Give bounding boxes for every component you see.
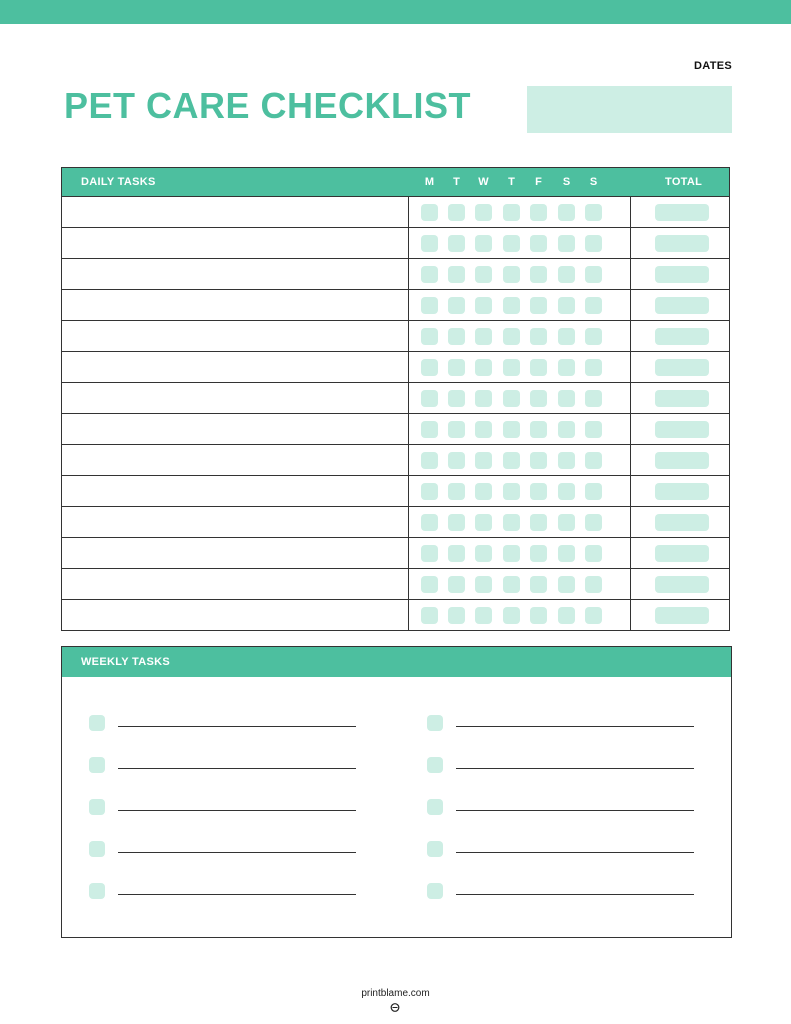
total-field[interactable] xyxy=(655,297,709,314)
checkbox-sat[interactable] xyxy=(558,514,575,531)
total-field[interactable] xyxy=(655,390,709,407)
total-field[interactable] xyxy=(655,235,709,252)
page-title: PET CARE CHECKLIST xyxy=(64,85,472,126)
checkbox-fri[interactable] xyxy=(530,328,547,345)
weekly-task-checkbox[interactable] xyxy=(89,757,105,773)
column-divider xyxy=(630,321,631,351)
column-divider xyxy=(630,290,631,320)
daily-task-name-field[interactable] xyxy=(62,445,408,475)
checkbox-sun[interactable] xyxy=(585,266,602,283)
column-divider xyxy=(630,414,631,444)
checkbox-sun[interactable] xyxy=(585,576,602,593)
total-field[interactable] xyxy=(655,514,709,531)
daily-task-row xyxy=(62,444,729,475)
daily-task-row xyxy=(62,320,729,351)
checkbox-sun[interactable] xyxy=(585,545,602,562)
column-divider xyxy=(630,352,631,382)
weekly-task-checkbox[interactable] xyxy=(89,883,105,899)
weekly-task-checkbox[interactable] xyxy=(427,715,443,731)
checkbox-tue[interactable] xyxy=(448,235,465,252)
weekly-task-item xyxy=(427,841,697,859)
checkbox-tue[interactable] xyxy=(448,390,465,407)
daily-task-row xyxy=(62,475,729,506)
column-divider xyxy=(408,569,409,599)
weekly-task-item xyxy=(427,883,697,901)
checkbox-sat[interactable] xyxy=(558,328,575,345)
column-divider xyxy=(630,228,631,258)
checkbox-mon[interactable] xyxy=(421,328,438,345)
weekly-task-checkbox[interactable] xyxy=(427,841,443,857)
checkbox-wed[interactable] xyxy=(475,576,492,593)
checkbox-sat[interactable] xyxy=(558,204,575,221)
daily-task-row xyxy=(62,599,729,630)
weekly-task-line[interactable] xyxy=(118,852,356,853)
checkbox-mon[interactable] xyxy=(421,204,438,221)
checkbox-fri[interactable] xyxy=(530,545,547,562)
weekly-task-line[interactable] xyxy=(456,810,694,811)
daily-task-row xyxy=(62,413,729,444)
checkbox-fri[interactable] xyxy=(530,297,547,314)
checkbox-wed[interactable] xyxy=(475,483,492,500)
weekly-task-line[interactable] xyxy=(456,768,694,769)
weekly-task-checkbox[interactable] xyxy=(427,799,443,815)
daily-task-name-field[interactable] xyxy=(62,507,408,537)
daily-task-name-field[interactable] xyxy=(62,352,408,382)
daily-task-name-field[interactable] xyxy=(62,600,408,630)
checkbox-fri[interactable] xyxy=(530,421,547,438)
column-divider xyxy=(408,321,409,351)
total-field[interactable] xyxy=(655,607,709,624)
checkbox-wed[interactable] xyxy=(475,545,492,562)
checkbox-sun[interactable] xyxy=(585,235,602,252)
checkbox-sun[interactable] xyxy=(585,607,602,624)
column-divider xyxy=(630,259,631,289)
column-divider xyxy=(408,259,409,289)
checkbox-thu[interactable] xyxy=(503,483,520,500)
weekly-tasks-heading: WEEKLY TASKS xyxy=(81,656,170,668)
column-divider xyxy=(408,290,409,320)
daily-task-name-field[interactable] xyxy=(62,383,408,413)
checkbox-thu[interactable] xyxy=(503,607,520,624)
total-field[interactable] xyxy=(655,452,709,469)
checkbox-mon[interactable] xyxy=(421,452,438,469)
daily-task-row xyxy=(62,196,729,227)
checkbox-wed[interactable] xyxy=(475,204,492,221)
checkbox-mon[interactable] xyxy=(421,483,438,500)
checkbox-mon[interactable] xyxy=(421,235,438,252)
checkbox-sat[interactable] xyxy=(558,235,575,252)
column-divider xyxy=(408,538,409,568)
checkbox-thu[interactable] xyxy=(503,297,520,314)
checkbox-fri[interactable] xyxy=(530,266,547,283)
checkbox-tue[interactable] xyxy=(448,328,465,345)
checkbox-sat[interactable] xyxy=(558,576,575,593)
footer-site: printblame.com xyxy=(361,988,430,999)
checkbox-sat[interactable] xyxy=(558,266,575,283)
weekly-tasks-header xyxy=(62,647,731,677)
column-divider xyxy=(408,600,409,630)
checkbox-sat[interactable] xyxy=(558,607,575,624)
checkbox-tue[interactable] xyxy=(448,359,465,376)
weekly-task-checkbox[interactable] xyxy=(427,757,443,773)
cat-face-icon xyxy=(390,1002,400,1012)
daily-task-name-field[interactable] xyxy=(62,569,408,599)
column-divider xyxy=(408,228,409,258)
total-field[interactable] xyxy=(655,359,709,376)
checkbox-mon[interactable] xyxy=(421,297,438,314)
column-divider xyxy=(408,197,409,227)
checkbox-fri[interactable] xyxy=(530,235,547,252)
checkbox-fri[interactable] xyxy=(530,390,547,407)
day-header-mon: M xyxy=(424,176,435,188)
checkbox-thu[interactable] xyxy=(503,576,520,593)
daily-task-row xyxy=(62,382,729,413)
daily-task-name-field[interactable] xyxy=(62,538,408,568)
checkbox-tue[interactable] xyxy=(448,421,465,438)
daily-task-name-field[interactable] xyxy=(62,197,408,227)
column-divider xyxy=(630,445,631,475)
checkbox-wed[interactable] xyxy=(475,514,492,531)
weekly-task-item xyxy=(427,715,697,733)
column-divider xyxy=(408,383,409,413)
checkbox-fri[interactable] xyxy=(530,452,547,469)
total-field[interactable] xyxy=(655,483,709,500)
weekly-task-line[interactable] xyxy=(118,894,356,895)
column-divider xyxy=(408,414,409,444)
daily-task-row xyxy=(62,537,729,568)
checkbox-wed[interactable] xyxy=(475,607,492,624)
daily-task-name-field[interactable] xyxy=(62,228,408,258)
column-divider xyxy=(630,569,631,599)
checkbox-sun[interactable] xyxy=(585,297,602,314)
daily-task-row xyxy=(62,227,729,258)
checkbox-thu[interactable] xyxy=(503,452,520,469)
checkbox-tue[interactable] xyxy=(448,266,465,283)
column-divider xyxy=(408,445,409,475)
checkbox-sun[interactable] xyxy=(585,483,602,500)
daily-tasks-header xyxy=(62,168,729,196)
checkbox-thu[interactable] xyxy=(503,204,520,221)
daily-task-row xyxy=(62,568,729,599)
checkbox-wed[interactable] xyxy=(475,297,492,314)
weekly-task-checkbox[interactable] xyxy=(89,799,105,815)
checkbox-thu[interactable] xyxy=(503,266,520,283)
day-header-sun: S xyxy=(589,176,598,188)
total-header: TOTAL xyxy=(665,176,703,188)
checkbox-fri[interactable] xyxy=(530,576,547,593)
checkbox-wed[interactable] xyxy=(475,359,492,376)
daily-task-row xyxy=(62,289,729,320)
day-header-fri: F xyxy=(535,176,542,188)
daily-rows xyxy=(62,196,729,630)
top-accent-bar xyxy=(0,0,791,24)
checkbox-wed[interactable] xyxy=(475,266,492,283)
weekly-task-line[interactable] xyxy=(456,852,694,853)
total-field[interactable] xyxy=(655,421,709,438)
checkbox-mon[interactable] xyxy=(421,266,438,283)
total-field[interactable] xyxy=(655,328,709,345)
checkbox-thu[interactable] xyxy=(503,421,520,438)
daily-task-name-field[interactable] xyxy=(62,290,408,320)
column-divider xyxy=(630,476,631,506)
column-divider xyxy=(630,507,631,537)
checkbox-thu[interactable] xyxy=(503,545,520,562)
day-header-sat: S xyxy=(562,176,571,188)
checkbox-wed[interactable] xyxy=(475,328,492,345)
daily-tasks-table xyxy=(61,167,730,631)
checkbox-sat[interactable] xyxy=(558,390,575,407)
checkbox-fri[interactable] xyxy=(530,359,547,376)
column-divider xyxy=(630,600,631,630)
weekly-task-item xyxy=(89,841,359,859)
column-divider xyxy=(408,476,409,506)
checkbox-sat[interactable] xyxy=(558,452,575,469)
checkbox-sun[interactable] xyxy=(585,204,602,221)
column-divider xyxy=(630,383,631,413)
weekly-task-checkbox[interactable] xyxy=(89,841,105,857)
column-divider xyxy=(408,352,409,382)
checkbox-tue[interactable] xyxy=(448,452,465,469)
weekly-task-checkbox[interactable] xyxy=(427,883,443,899)
checkbox-sun[interactable] xyxy=(585,359,602,376)
weekly-task-item xyxy=(89,757,359,775)
day-header-thu: T xyxy=(508,176,515,188)
dates-label: DATES xyxy=(694,60,732,72)
checkbox-sat[interactable] xyxy=(558,297,575,314)
weekly-task-line[interactable] xyxy=(456,894,694,895)
checkbox-thu[interactable] xyxy=(503,514,520,531)
checkbox-sat[interactable] xyxy=(558,359,575,376)
column-divider xyxy=(630,197,631,227)
daily-tasks-heading: DAILY TASKS xyxy=(81,176,156,188)
checkbox-mon[interactable] xyxy=(421,607,438,624)
dates-field[interactable] xyxy=(527,86,732,133)
checkbox-thu[interactable] xyxy=(503,359,520,376)
checkbox-wed[interactable] xyxy=(475,390,492,407)
checkbox-wed[interactable] xyxy=(475,235,492,252)
checkbox-mon[interactable] xyxy=(421,576,438,593)
daily-task-row xyxy=(62,351,729,382)
checkbox-tue[interactable] xyxy=(448,297,465,314)
checkbox-wed[interactable] xyxy=(475,421,492,438)
checkbox-fri[interactable] xyxy=(530,514,547,531)
checkbox-sun[interactable] xyxy=(585,328,602,345)
checkbox-tue[interactable] xyxy=(448,514,465,531)
weekly-task-line[interactable] xyxy=(118,726,356,727)
checkbox-sun[interactable] xyxy=(585,390,602,407)
column-divider xyxy=(408,507,409,537)
daily-task-row xyxy=(62,506,729,537)
checkbox-thu[interactable] xyxy=(503,390,520,407)
checkbox-mon[interactable] xyxy=(421,514,438,531)
checkbox-sun[interactable] xyxy=(585,452,602,469)
daily-task-row xyxy=(62,258,729,289)
checkbox-tue[interactable] xyxy=(448,483,465,500)
checkbox-tue[interactable] xyxy=(448,576,465,593)
weekly-task-line[interactable] xyxy=(118,768,356,769)
checkbox-mon[interactable] xyxy=(421,421,438,438)
weekly-task-item xyxy=(89,799,359,817)
weekly-task-line[interactable] xyxy=(456,726,694,727)
checkbox-tue[interactable] xyxy=(448,607,465,624)
daily-task-name-field[interactable] xyxy=(62,321,408,351)
checkbox-mon[interactable] xyxy=(421,359,438,376)
weekly-tasks-box xyxy=(61,646,732,938)
total-field[interactable] xyxy=(655,204,709,221)
checkbox-thu[interactable] xyxy=(503,235,520,252)
checkbox-sat[interactable] xyxy=(558,483,575,500)
checkbox-fri[interactable] xyxy=(530,607,547,624)
checkbox-thu[interactable] xyxy=(503,328,520,345)
total-field[interactable] xyxy=(655,545,709,562)
checkbox-fri[interactable] xyxy=(530,483,547,500)
checkbox-wed[interactable] xyxy=(475,452,492,469)
checkbox-tue[interactable] xyxy=(448,204,465,221)
daily-task-name-field[interactable] xyxy=(62,476,408,506)
day-header-wed: W xyxy=(478,176,489,188)
total-field[interactable] xyxy=(655,576,709,593)
daily-task-name-field[interactable] xyxy=(62,259,408,289)
weekly-task-item xyxy=(427,799,697,817)
weekly-task-checkbox[interactable] xyxy=(89,715,105,731)
total-field[interactable] xyxy=(655,266,709,283)
checkbox-tue[interactable] xyxy=(448,545,465,562)
checkbox-mon[interactable] xyxy=(421,545,438,562)
day-header-tue: T xyxy=(453,176,460,188)
daily-task-name-field[interactable] xyxy=(62,414,408,444)
weekly-task-item xyxy=(89,715,359,733)
weekly-task-item xyxy=(427,757,697,775)
checkbox-mon[interactable] xyxy=(421,390,438,407)
checkbox-sun[interactable] xyxy=(585,421,602,438)
column-divider xyxy=(630,538,631,568)
checkbox-sat[interactable] xyxy=(558,545,575,562)
weekly-task-line[interactable] xyxy=(118,810,356,811)
weekly-task-item xyxy=(89,883,359,901)
checkbox-fri[interactable] xyxy=(530,204,547,221)
checkbox-sat[interactable] xyxy=(558,421,575,438)
checkbox-sun[interactable] xyxy=(585,514,602,531)
